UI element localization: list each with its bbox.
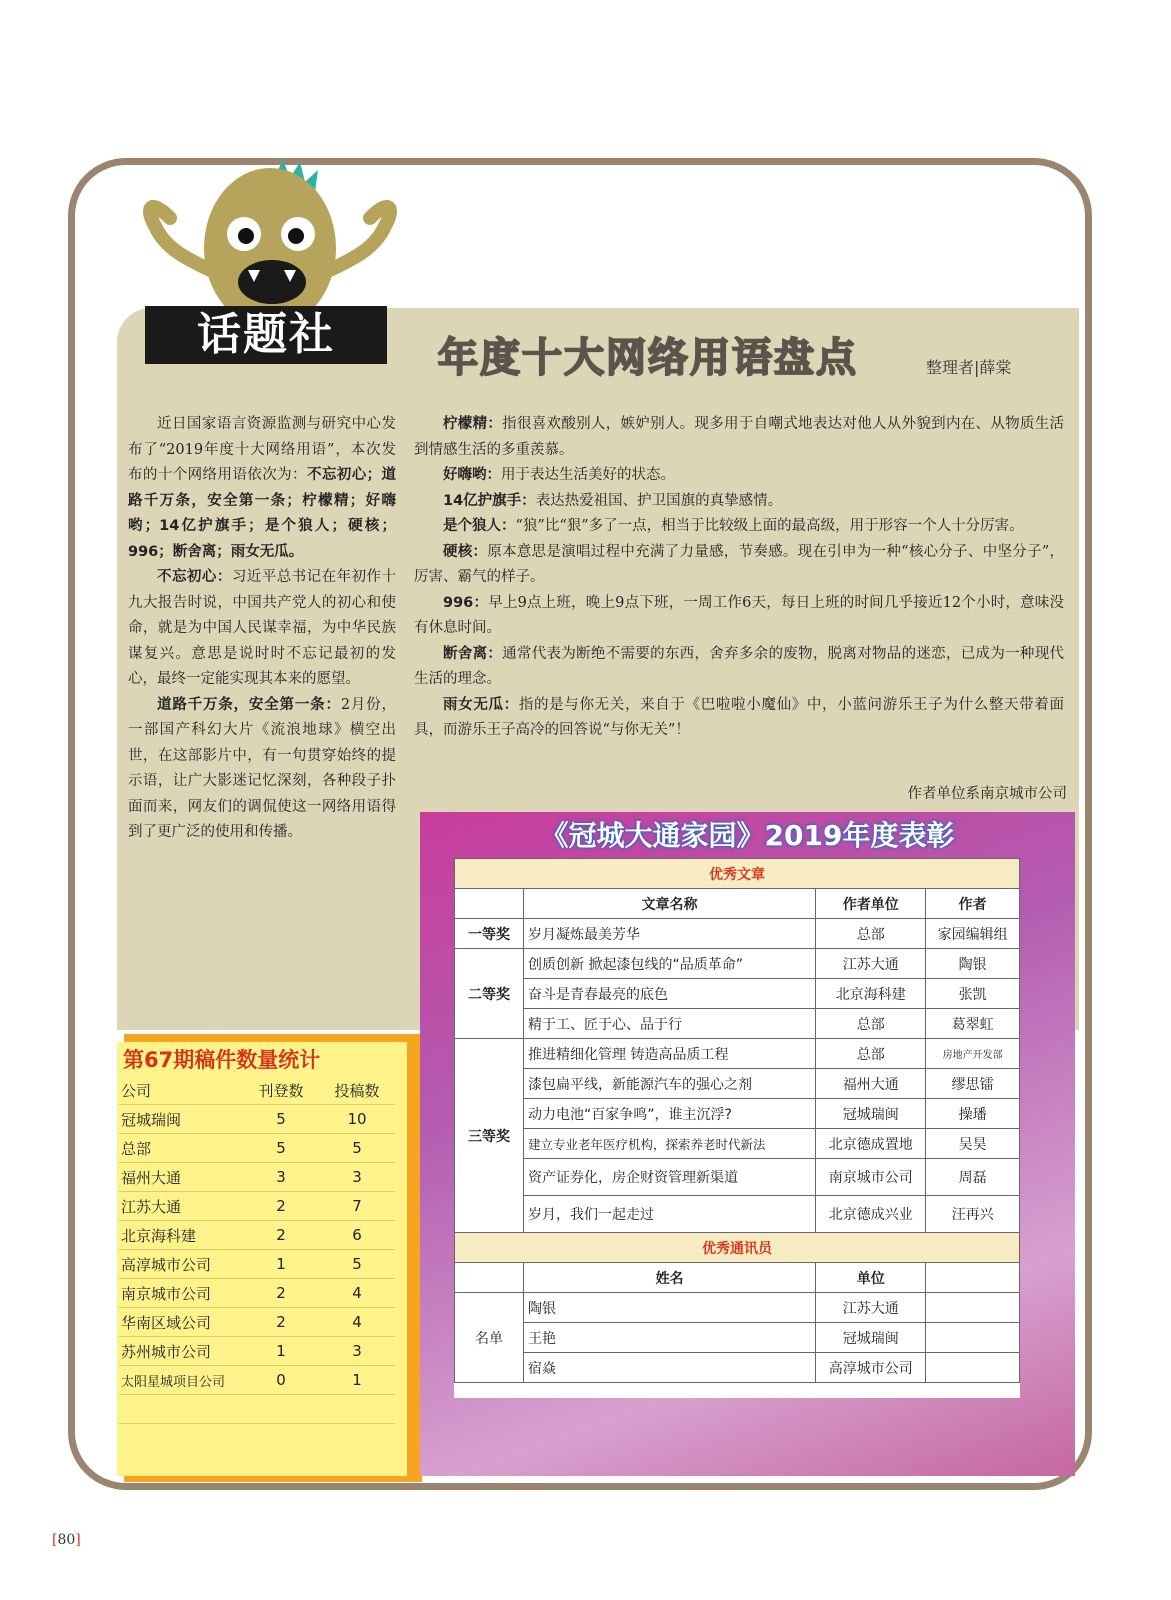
term-paragraph: 好嗨哟：用于表达生活美好的状态。 <box>443 467 675 483</box>
section-tag: 话题社 <box>145 306 387 364</box>
award-title: 《冠城大通家园》2019年度表彰 <box>540 819 955 852</box>
table-row: 苏州城市公司 1 3 <box>119 1337 395 1366</box>
table-row: 漆包扁平线，新能源汽车的强心之剂 福州大通 缪思镭 <box>455 1069 1020 1099</box>
reporter-header-row: 姓名 单位 <box>455 1263 1020 1293</box>
table-row: 精于工、匠于心、品于行 总部 葛翠虹 <box>455 1009 1020 1039</box>
monster-mascot-icon <box>140 158 400 328</box>
table-row: 北京海科建 2 6 <box>119 1221 395 1250</box>
term-paragraph: 不忘初心：习近平总书记在年初作十九大报告时说，中国共产党人的初心和使命，就是为中国人民谋幸福，为中华民族谋复兴。意思是说时时不忘记最初的发心，最终一定能实现其本来的愿望。 <box>128 569 397 687</box>
left-column <box>128 412 396 846</box>
intro-paragraph: 近日国家语言资源监测与研究中心发布了“2019年度十大网络用语”，本次发布的十个网络用语依次为：不忘初心；道路千万条，安全第一条；柠檬精；好嗨哟；14亿护旗手；是个狼人；硬核；996；断舍离；雨女无瓜。 <box>128 416 397 560</box>
term-paragraph: 14亿护旗手：表达热爱祖国、护卫国旗的真挚感情。 <box>443 492 783 509</box>
right-column <box>414 412 1064 744</box>
table-row: 宿焱 高淳城市公司 <box>455 1353 1020 1383</box>
table-row: 动力电池“百家争鸣”，谁主沉浮? 冠城瑞闽 操璠 <box>455 1099 1020 1129</box>
table-row: 江苏大通 2 7 <box>119 1192 395 1221</box>
term-paragraph: 硬核：原本意思是演唱过程中充满了力量感，节奏感。现在引申为一种“核心分子、中坚分子”，厉害、霸气的样子。 <box>414 543 1065 585</box>
term-paragraph: 是个狼人：“狼”比“狠”多了一点，相当于比较级上面的最高级，用于形容一个人十分厉害。 <box>443 518 1024 534</box>
award-sheet <box>454 858 1020 1398</box>
table-row: 奋斗是青春最亮的底色 北京海科建 张凯 <box>455 979 1020 1009</box>
section-heading: 优秀文章 <box>455 859 1020 889</box>
award-table <box>454 858 1020 1383</box>
page-number: [80] <box>52 1532 81 1548</box>
term-paragraph: 断舍离：通常代表为断绝不需要的东西，舍弃多余的废物，脱离对物品的迷恋，已成为一种现代生活的理念。 <box>414 645 1064 687</box>
table-row: 一等奖 岁月凝炼最美芳华 总部 家园编辑组 <box>455 919 1020 949</box>
author-affiliation: 作者单位系南京城市公司 <box>907 786 1067 802</box>
term-list: 不忘初心；道路千万条，安全第一条；柠檬精；好嗨哟；14亿护旗手；是个狼人；硬核；996；断舍离；雨女无瓜。 <box>128 467 397 560</box>
table-row: 岁月，我们一起走过 北京德成兴业 汪再兴 <box>455 1196 1020 1233</box>
award-header-row: 文章名称 作者单位 作者 <box>455 889 1020 919</box>
table-row <box>119 1395 395 1424</box>
section-heading: 优秀通讯员 <box>455 1233 1020 1263</box>
article-title: 年度十大网络用语盘点 <box>438 335 858 381</box>
term-paragraph: 996：早上9点上班，晚上9点下班，一周工作6天，每日上班的时间几乎接近12个小时，意味没有休息时间。 <box>414 594 1064 636</box>
table-row: 二等奖 创质创新 掀起漆包线的“品质革命” 江苏大通 陶银 <box>455 949 1020 979</box>
table-row: 南京城市公司 2 4 <box>119 1279 395 1308</box>
table-row: 华南区域公司 2 4 <box>119 1308 395 1337</box>
submission-stats-box <box>117 1042 407 1476</box>
editor-credit: 整理者|薛棠 <box>926 358 1012 377</box>
table-row: 建立专业老年医疗机构，探索养老时代新法 北京德成置地 吴昊 <box>455 1129 1020 1159</box>
table-row: 名单 陶银 江苏大通 <box>455 1293 1020 1323</box>
stats-header-row: 公司 刊登数 投稿数 <box>119 1076 395 1105</box>
table-row: 总部 5 5 <box>119 1134 395 1163</box>
table-row: 资产证券化，房企财资管理新渠道 南京城市公司 周磊 <box>455 1159 1020 1196</box>
table-row: 王艳 冠城瑞闽 <box>455 1323 1020 1353</box>
term-paragraph: 柠檬精：指很喜欢酸别人，嫉妒别人。现多用于自嘲式地表达对他人从外貌到内在、从物质生活到情感生活的多重羡慕。 <box>414 416 1064 458</box>
table-row: 太阳星城项目公司 0 1 <box>119 1366 395 1395</box>
award-panel <box>420 812 1075 1476</box>
table-row: 高淳城市公司 1 5 <box>119 1250 395 1279</box>
stats-title: 第67期稿件数量统计 <box>123 1048 321 1072</box>
table-row: 三等奖 推进精细化管理 铸造高品质工程 总部 房地产开发部 <box>455 1039 1020 1069</box>
table-row: 冠城瑞闽 5 10 <box>119 1105 395 1134</box>
term-paragraph: 道路千万条，安全第一条：2月份，一部国产科幻大片《流浪地球》横空出世，在这部影片中，有一句贯穿始终的提示语，让广大影迷记忆深刻，各种段子扑面而来，网友们的调侃使这一网络用语得到了更广泛的使用和传播。 <box>128 696 396 840</box>
term-paragraph: 雨女无瓜：指的是与你无关，来自于《巴啦啦小魔仙》中，小蓝问游乐王子为什么整天带着面具，而游乐王子高冷的回答说“与你无关”！ <box>414 696 1064 738</box>
stats-table <box>119 1076 395 1424</box>
table-row: 福州大通 3 3 <box>119 1163 395 1192</box>
